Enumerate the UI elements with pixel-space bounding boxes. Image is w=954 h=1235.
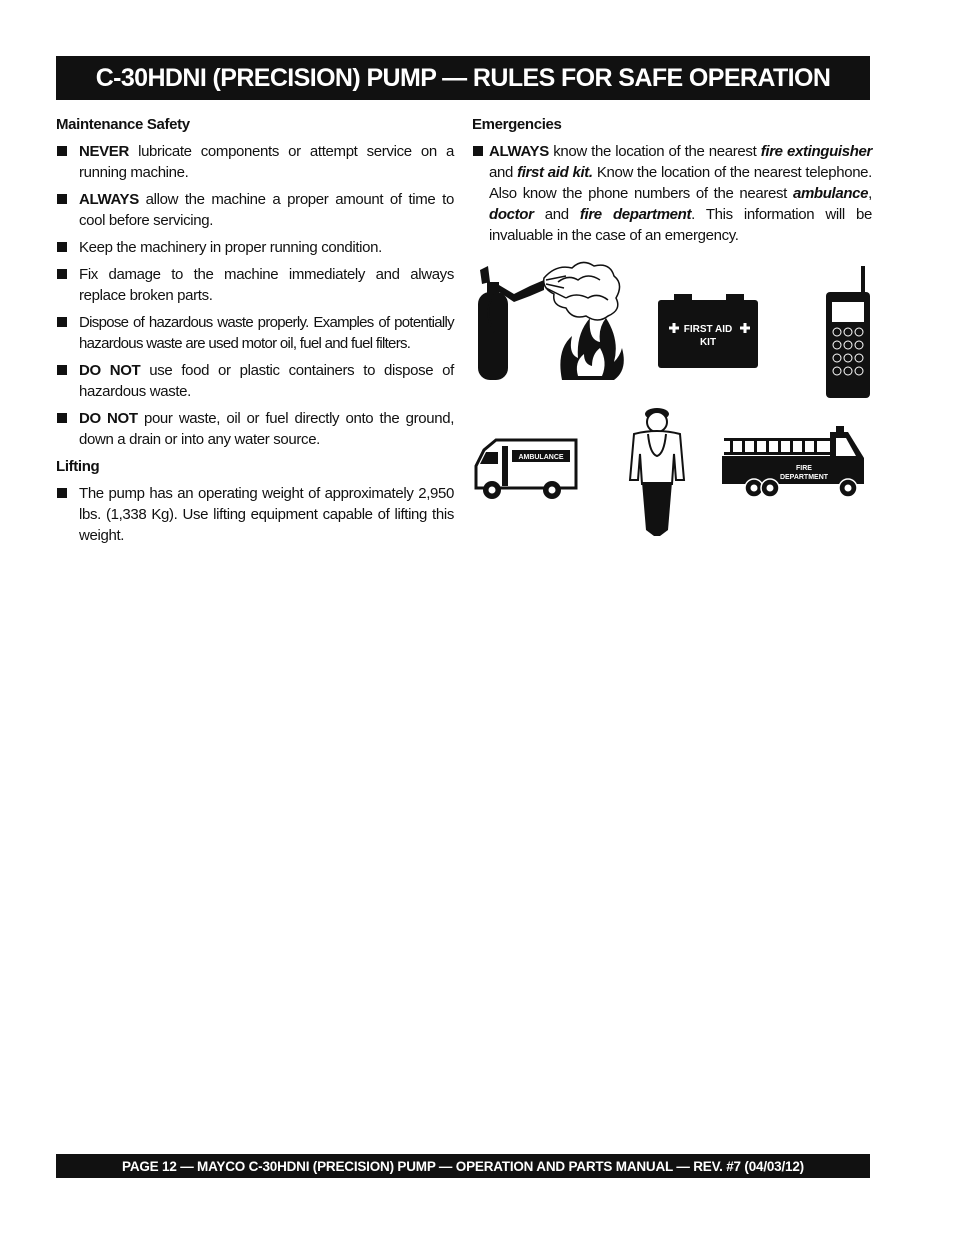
lifting-heading: Lifting	[56, 458, 100, 475]
item-text: use food or plastic containers to dispose of hazardous waste.	[79, 362, 454, 400]
bullet-square-icon	[57, 488, 67, 498]
page-title-text: C-30HDNI (PRECISION) PUMP — RULES FOR SAFE OPERATION	[95, 63, 831, 92]
maintenance-heading: Maintenance Safety	[56, 116, 190, 133]
emergencies-text: know the location of the nearest	[548, 143, 761, 160]
emergencies-text: . This information will be invaluable in the case of an emergency.	[489, 206, 872, 244]
bullet-square-icon	[57, 242, 67, 252]
item-lead: ALWAYS	[79, 191, 139, 208]
emergencies-text: Know the location of the nearest telephone. Also know the phone numbers of the nearest	[489, 164, 872, 202]
item-text: Keep the machinery in proper running condition.	[79, 239, 382, 256]
maintenance-list	[56, 141, 454, 450]
first-aid-kit-term: first aid kit.	[517, 164, 593, 181]
item-text: pour waste, oil or fuel directly onto the ground, down a drain or into any water source.	[79, 410, 455, 448]
list-item	[56, 360, 454, 402]
item-text: lubricate components or attempt service on a running machine.	[79, 143, 454, 181]
emergencies-lead: ALWAYS	[489, 143, 549, 160]
list-item	[56, 483, 454, 546]
right-column	[472, 114, 872, 246]
bullet-square-icon	[57, 194, 67, 204]
list-item	[56, 312, 454, 354]
cell-phone-icon	[824, 264, 874, 400]
emergencies-text: ,	[868, 185, 872, 202]
fire-extinguisher-icon	[474, 258, 624, 384]
ambulance-term: ambulance	[792, 185, 869, 202]
page-title	[56, 56, 870, 100]
item-lead: DO NOT	[79, 362, 141, 379]
list-item	[56, 141, 454, 183]
emergencies-text: and	[533, 206, 580, 223]
footer-text: PAGE 12 — MAYCO C-30HDNI (PRECISION) PUMP — OPERATION AND PARTS MANUAL — REV. #7 (04/03/12)	[122, 1158, 804, 1174]
doctor-icon	[628, 404, 686, 538]
first-aid-label: FIRST AID	[683, 324, 733, 335]
list-item	[56, 237, 454, 258]
item-lead: DO NOT	[79, 410, 138, 427]
fire-truck-icon	[720, 424, 870, 500]
fire-department-term: fire department	[579, 206, 692, 223]
fire-department-label: DEPARTMENT	[779, 474, 829, 481]
bullet-square-icon	[57, 146, 67, 156]
ambulance-label: AMBULANCE	[518, 454, 564, 461]
bullet-square-icon	[57, 317, 67, 327]
bullet-square-icon	[57, 269, 67, 279]
item-lead: NEVER	[79, 143, 129, 160]
fire-label: FIRE	[796, 465, 812, 472]
item-text: allow the machine a proper amount of time to cool before servicing.	[79, 191, 454, 229]
bullet-square-icon	[473, 146, 483, 156]
emergencies-paragraph	[472, 141, 872, 246]
bullet-square-icon	[57, 365, 67, 375]
first-aid-kit-icon	[656, 292, 760, 372]
item-text: Fix damage to the machine immediately and always replace broken parts.	[79, 266, 454, 304]
left-column	[56, 114, 454, 552]
first-aid-kit-label: KIT	[699, 337, 717, 348]
list-item	[56, 264, 454, 306]
ambulance-icon	[472, 436, 580, 502]
list-item	[56, 408, 454, 450]
list-item	[56, 189, 454, 231]
lifting-list	[56, 483, 454, 546]
fire-extinguisher-term: fire extinguisher	[760, 143, 872, 160]
emergencies-text: and	[489, 164, 518, 181]
emergencies-heading: Emergencies	[472, 116, 562, 133]
item-text: The pump has an operating weight of approximately 2,950 lbs. (1,338 Kg). Use lifting equipment capable of lifting this weight.	[79, 485, 454, 544]
doctor-term: doctor	[489, 206, 534, 223]
bullet-square-icon	[57, 413, 67, 423]
page-footer	[56, 1154, 870, 1178]
item-text: Dispose of hazardous waste properly. Examples of potentially hazardous waste are used motor oil, fuel and fuel filters.	[79, 314, 454, 352]
